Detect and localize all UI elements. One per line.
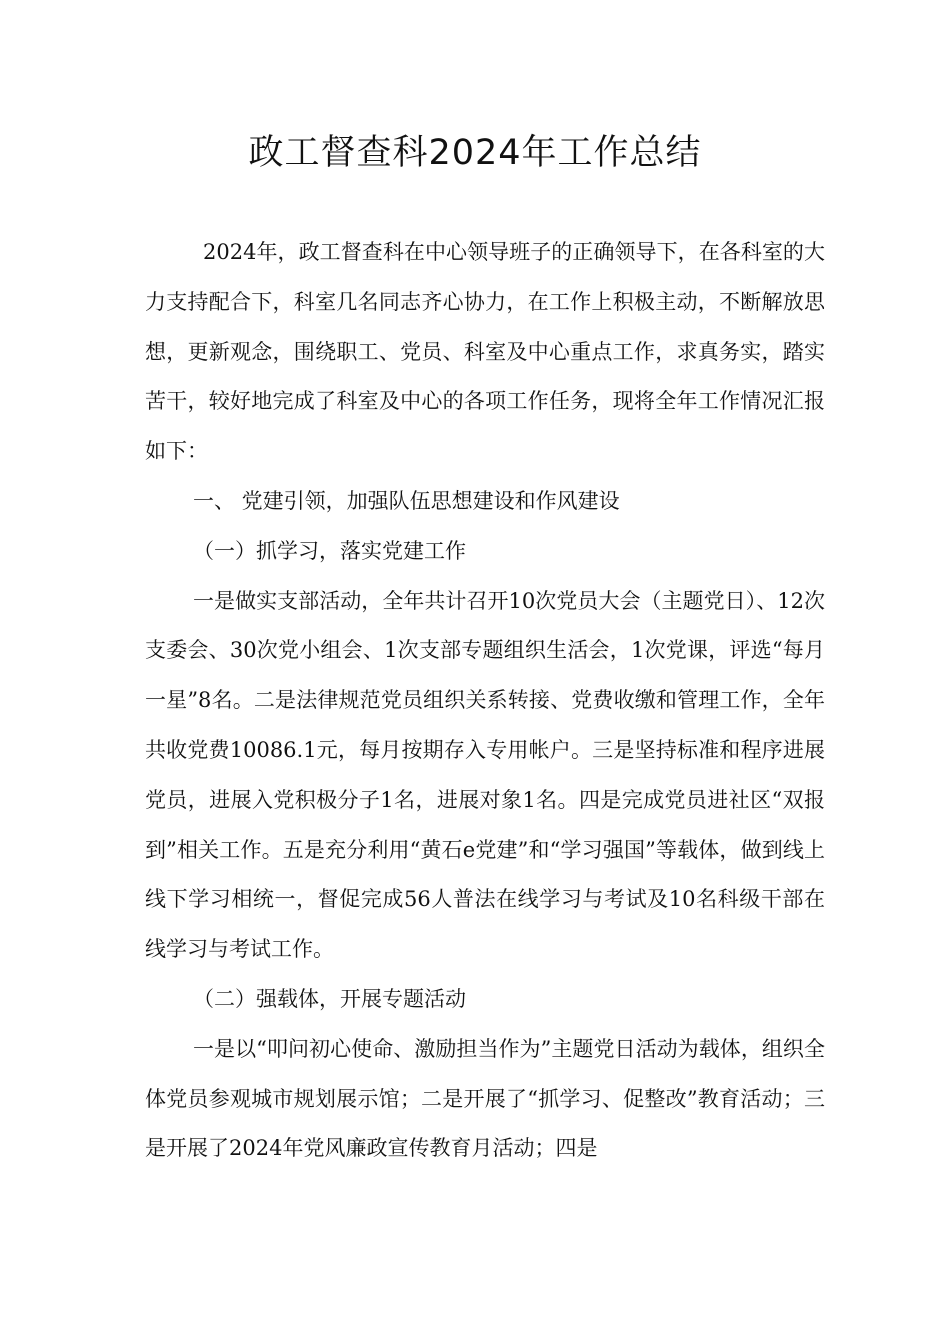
subsection-heading: （二）强载体，开展专题活动 <box>193 986 466 1011</box>
document-body <box>145 228 825 1174</box>
body-paragraph: 一是做实支部活动，全年共计召开10次党员大会（主题党日）、12次支委会、30次党小组会、1次支部专题组织生活会，1次党课，评选“每月一星”8名。二是法律规范党员组织关系转接、党费收缴和管理工作，全年共收党费10086.1元，每月按期存入专用帐户。三是坚持标准和程序进展党员，进展入党积极分子1名，进展对象1名。四是完成党员进社区“双报到”相关工作。五是充分利用“黄石e党建”和“学习强国”等载体，做到线上线下学习相统一，督促完成56人普法在线学习与考试及10名科级干部在线学习与考试工作。 <box>145 588 825 962</box>
subsection-heading: （一）抓学习，落实党建工作 <box>193 538 466 563</box>
document-title: 政工督查科2024年工作总结 <box>248 133 702 173</box>
intro-paragraph: 2024年，政工督查科在中心领导班子的正确领导下，在各科室的大力支持配合下，科室几名同志齐心协力，在工作上积极主动，不断解放思想，更新观念，围绕职工、党员、科室及中心重点工作，求真务实，踏实苦干，较好地完成了科室及中心的各项工作任务，现将全年工作情况汇报如下： <box>145 240 825 464</box>
body-paragraph: 一是以“叩问初心使命、激励担当作为”主题党日活动为载体，组织全体党员参观城市规划展示馆；二是开展了“抓学习、促整改”教育活动；三是开展了2024年党风廉政宣传教育月活动；四是 <box>145 1036 825 1161</box>
section-heading: 一、 党建引领，加强队伍思想建设和作风建设 <box>193 488 620 513</box>
